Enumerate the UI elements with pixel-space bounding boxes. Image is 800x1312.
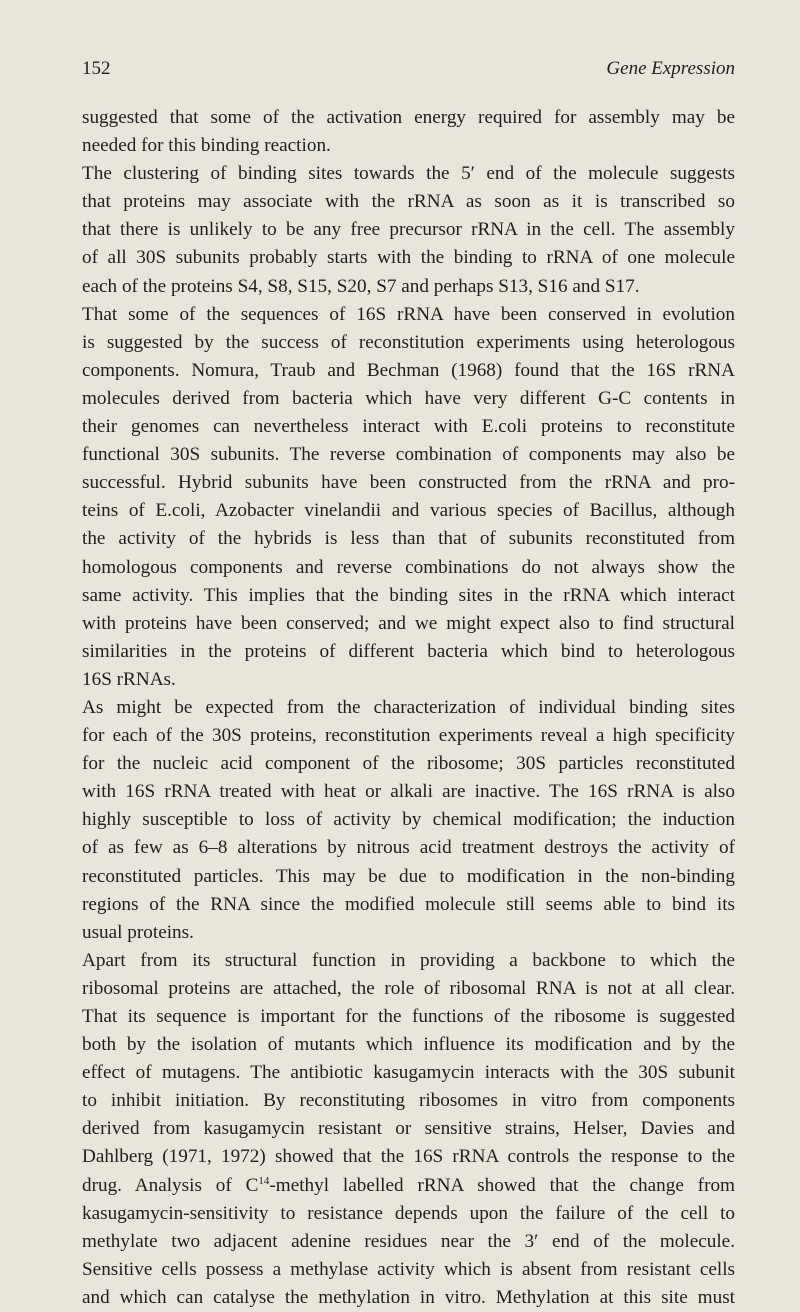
text-segment: kasugamycin-sensitivity to resistance depends upon the failure of the cell to (82, 1202, 735, 1224)
text-segment: same activity. This implies that the binding sites in the rRNA which interact (82, 584, 735, 606)
text-line (82, 385, 735, 413)
text-line (82, 413, 735, 441)
text-segment: with 16S rRNA treated with heat or alkali are inactive. The 16S rRNA is also (82, 781, 735, 803)
text-segment: molecules derived from bacteria which have very different G-C contents in (82, 387, 735, 409)
text-segment: That its sequence is important for the functions of the ribosome is suggested (82, 1006, 735, 1027)
text-segment: their genomes can nevertheless interact with E.coli proteins to reconstitute (82, 416, 735, 438)
text-segment: is suggested by the success of reconstitution experiments using heterologous (82, 331, 735, 353)
text-segment: needed for this binding reaction. (82, 135, 331, 157)
text-segment: components. Nomura, Traub and Bechman (1968) found that the 16S rRNA (82, 359, 735, 381)
text-segment: 16S rRNAs. (82, 668, 176, 690)
text-segment: similarities in the proteins of different bacteria which bind to heterologous (82, 640, 735, 662)
text-line (82, 469, 735, 497)
text-segment: functional 30S subunits. The reverse combination of components may also be (82, 444, 735, 466)
text-line (82, 1087, 735, 1115)
text-line (82, 1256, 735, 1284)
text-line (82, 891, 735, 919)
text-line (82, 863, 735, 891)
text-segment: of as few as 6–8 alterations by nitrous acid treatment destroys the activity of (82, 837, 735, 859)
text-line (82, 104, 735, 132)
text-segment: to inhibit initiation. By reconstituting ribosomes in vitro from components (82, 1090, 735, 1112)
text-line (82, 610, 735, 638)
text-line (82, 132, 735, 160)
text-line (82, 497, 735, 525)
text-line (82, 216, 735, 244)
text-segment: regions of the RNA since the modified molecule still seems able to bind its (82, 893, 735, 915)
text-line (82, 582, 735, 610)
text-line (82, 919, 735, 947)
text-line (82, 778, 735, 806)
text-segment: effect of mutagens. The antibiotic kasugamycin interacts with the 30S subunit (82, 1062, 735, 1084)
text-segment: for each of the 30S proteins, reconstitution experiments reveal a high specificity (82, 725, 735, 747)
text-segment: the activity of the hybrids is less than that of subunits reconstituted from (82, 528, 735, 550)
text-line (82, 947, 735, 975)
text-line (82, 1284, 735, 1312)
text-segment: teins of E.coli, Azobacter vinelandii and various species of Bacillus, although (82, 500, 735, 522)
text-line (82, 188, 735, 216)
superscript: 14 (258, 1174, 270, 1187)
text-segment: each of the proteins S4, S8, S15, S20, S7 and perhaps S13, S16 and S17. (82, 275, 640, 297)
text-line (82, 244, 735, 272)
text-line (82, 329, 735, 357)
text-line (82, 160, 735, 188)
text-line (82, 1031, 735, 1059)
text-segment: Apart from its structural function in providing a backbone to which the (82, 949, 735, 971)
text-segment: successful. Hybrid subunits have been constructed from the rRNA and pro- (82, 472, 735, 494)
text-line (82, 975, 735, 1003)
text-line (82, 666, 735, 694)
text-line (82, 301, 735, 329)
text-line (82, 806, 735, 834)
text-line (82, 273, 735, 301)
text-segment: with proteins have been conserved; and we might expect also to find structural (82, 612, 735, 634)
text-line (82, 750, 735, 778)
text-segment: As might be expected from the characterization of individual binding sites (82, 696, 735, 718)
text-segment: ribosomal proteins are attached, the role of ribosomal RNA is not at all clear. (82, 977, 735, 999)
running-title: Gene Expression (606, 58, 735, 79)
text-line (82, 694, 735, 722)
text-line (82, 1059, 735, 1087)
text-segment: highly susceptible to loss of activity by chemical modification; the induction (82, 809, 735, 831)
text-segment: both by the isolation of mutants which influence its modification and by the (82, 1034, 735, 1056)
text-segment: suggested that some of the activation energy required for assembly may be (82, 107, 735, 128)
page-number: 152 (82, 58, 111, 79)
text-line (82, 554, 735, 582)
page-header (82, 58, 735, 84)
text-segment: homologous components and reverse combinations do not always show the (82, 556, 735, 578)
text-segment: Dahlberg (1971, 1972) showed that the 16S rRNA controls the response to the (82, 1146, 735, 1168)
text-segment: drug. Analysis of C (82, 1174, 259, 1196)
text-segment: Sensitive cells possess a methylase activity which is absent from resistant cells (82, 1258, 735, 1280)
text-segment: of all 30S subunits probably starts with the binding to rRNA of one molecule (82, 247, 735, 269)
text-segment: derived from kasugamycin resistant or sensitive strains, Helser, Davies and (82, 1118, 735, 1140)
text-line (82, 441, 735, 469)
text-line (82, 638, 735, 666)
text-segment: and which can catalyse the methylation in vitro. Methylation at this site must (82, 1286, 735, 1308)
text-segment: -methyl labelled rRNA showed that the change from (269, 1174, 735, 1196)
text-line (82, 1228, 735, 1256)
text-line (82, 1115, 735, 1143)
text-segment: The clustering of binding sites towards the 5′ end of the molecule suggests (82, 163, 735, 185)
text-segment: That some of the sequences of 16S rRNA have been conserved in evolution (82, 303, 735, 325)
text-line (82, 722, 735, 750)
text-line (82, 357, 735, 385)
text-line (82, 1003, 735, 1031)
text-line (82, 1200, 735, 1228)
text-line (82, 1143, 735, 1171)
text-segment: usual proteins. (82, 921, 194, 943)
text-segment: for the nucleic acid component of the ribosome; 30S particles reconstituted (82, 753, 735, 775)
text-segment: reconstituted particles. This may be due to modification in the non-binding (82, 865, 735, 887)
text-line (82, 834, 735, 862)
body-text (82, 104, 735, 1312)
text-line (82, 525, 735, 553)
text-segment: that there is unlikely to be any free precursor rRNA in the cell. The assembly (82, 219, 735, 241)
text-segment: that proteins may associate with the rRNA as soon as it is transcribed so (82, 191, 735, 213)
text-line (82, 1172, 735, 1200)
text-segment: methylate two adjacent adenine residues near the 3′ end of the molecule. (82, 1230, 735, 1252)
